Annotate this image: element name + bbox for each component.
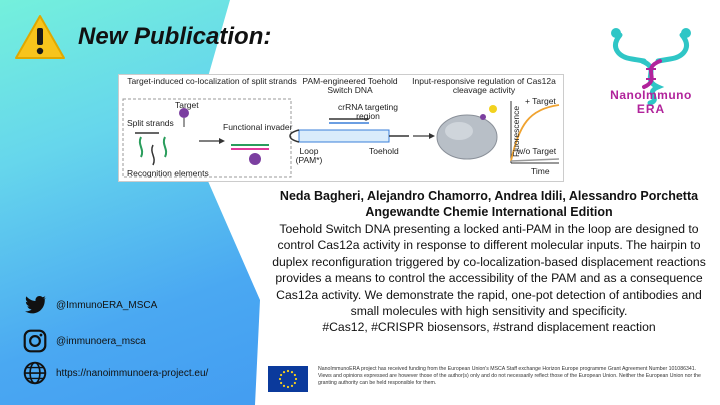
header — [14, 14, 271, 60]
figure-loop-label: Loop (PAM*) — [295, 146, 323, 165]
figure-split-strands-label: Split strands — [127, 118, 174, 128]
page-title: New Publication: — [78, 23, 272, 50]
globe-icon — [22, 360, 48, 386]
publication-text — [264, 188, 714, 335]
instagram-icon — [22, 328, 48, 354]
logo-line1: NanoImmuno — [610, 88, 692, 102]
website-link[interactable]: https://nanoimmunoera-project.eu/ — [56, 367, 209, 379]
social-instagram[interactable] — [22, 328, 146, 354]
figure-functional-invader-label: Functional invader — [223, 122, 293, 132]
twitter-handle: @ImmunoERA_MSCA — [56, 299, 158, 311]
authors: Neda Bagheri, Alejandro Chamorro, Andrea Idili, Alessandro Porchetta — [279, 189, 699, 203]
figure-recognition-label: Recognition elements — [127, 168, 209, 178]
figure-panel3-title: Input-responsive regulation of Cas12a cleavage activity — [412, 76, 556, 95]
hashtags: #Cas12, #CRISPR biosensors, #strand displacement reaction — [322, 320, 656, 335]
warning-icon — [14, 14, 66, 60]
eu-flag-icon — [268, 366, 308, 392]
instagram-handle: @immunoera_msca — [56, 335, 146, 347]
social-website[interactable] — [22, 360, 208, 386]
figure-crrna-label: crRNA targeting region — [338, 102, 398, 121]
journal-name: Angewandte Chemie International Edition — [365, 205, 613, 219]
twitter-icon — [22, 292, 48, 318]
social-twitter[interactable] — [22, 292, 157, 318]
figure-plus-target-label: + Target — [525, 96, 556, 106]
figure-target-label: Target — [175, 100, 199, 110]
abstract: Toehold Switch DNA presenting a locked anti-PAM in the loop are designed to control Cas12a activity in response to different molecular inputs. The hairpin to duplex reconfiguration triggered by co-localization-based displacement reactions provides a means to control the accessibility of the PAM and as a consequence Cas12a activity. We demonstrate the rapid, one-pot detection of antibodies and small molecules with high sensitivity and specificity. — [272, 222, 706, 319]
publication-figure — [118, 74, 564, 182]
figure-toehold-label: Toehold — [369, 146, 399, 156]
figure-panel1-title: Target-induced co-localization of split strands — [127, 76, 297, 86]
funding-disclaimer: NanoImmunoERA project has received funding from the European Union's MSCA Staff exchange Horizon Europe programme Grant Agreement Number 101086341. Views and opinions expressed are however those of the author(s) only and do not necessarily reflect those of the European Union. Neither the European Union nor the granting authority can be held responsible for them. — [318, 366, 701, 386]
figure-panel2-title: PAM-engineered Toehold Switch DNA — [302, 76, 398, 95]
figure-x-axis-label: Time — [531, 166, 550, 176]
logo-text — [592, 88, 710, 116]
logo-line2: ERA — [636, 102, 666, 116]
figure-y-axis-label: Fluorescence — [511, 105, 522, 157]
figure-wo-target-label: w/o Target — [517, 146, 557, 156]
